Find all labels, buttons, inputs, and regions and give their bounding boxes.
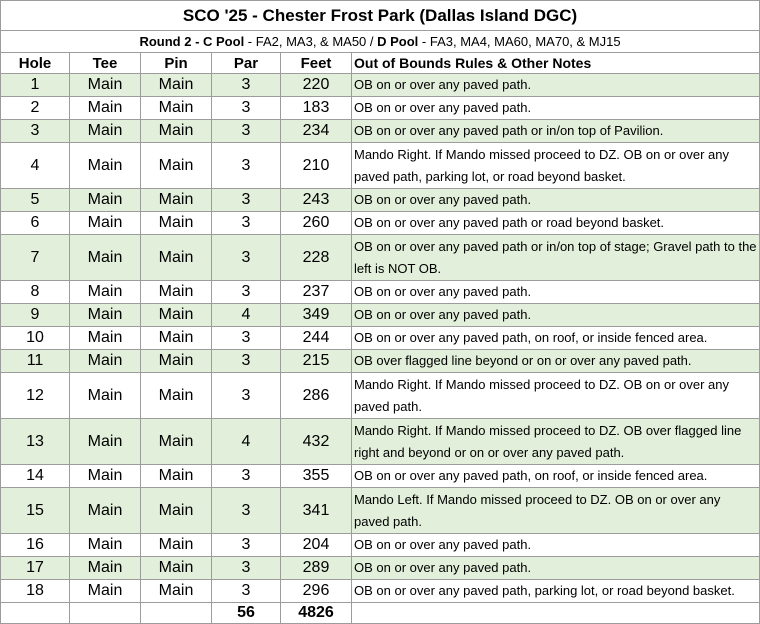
- par-cell: 3: [212, 534, 281, 557]
- tee-cell: Main: [70, 488, 141, 534]
- table-row: [1, 488, 760, 534]
- tee-cell: Main: [70, 557, 141, 580]
- feet-cell: 341: [281, 488, 352, 534]
- feet-cell: 289: [281, 557, 352, 580]
- notes-cell: OB on or over any paved path, parking lot, or road beyond basket.: [352, 580, 760, 603]
- notes-cell: Mando Right. If Mando missed proceed to DZ. OB on or over any paved path, parking lot, or road beyond basket.: [352, 143, 760, 189]
- subtitle-row: [1, 31, 760, 53]
- pin-cell: Main: [141, 143, 212, 189]
- hole-cell: 6: [1, 212, 70, 235]
- pin-cell: Main: [141, 580, 212, 603]
- hole-cell: 1: [1, 74, 70, 97]
- feet-cell: 210: [281, 143, 352, 189]
- total-feet: 4826: [281, 603, 352, 624]
- par-cell: 3: [212, 97, 281, 120]
- notes-cell: OB on or over any paved path.: [352, 189, 760, 212]
- hole-cell: 16: [1, 534, 70, 557]
- table-row: [1, 189, 760, 212]
- tee-cell: Main: [70, 534, 141, 557]
- pool-divisions: [1, 31, 760, 53]
- tee-cell: Main: [70, 465, 141, 488]
- pin-cell: Main: [141, 465, 212, 488]
- tee-cell: Main: [70, 189, 141, 212]
- notes-cell: Mando Right. If Mando missed proceed to DZ. OB on or over any paved path.: [352, 373, 760, 419]
- tee-cell: Main: [70, 74, 141, 97]
- pin-cell: Main: [141, 97, 212, 120]
- hole-cell: 2: [1, 97, 70, 120]
- table-row: [1, 350, 760, 373]
- totals-blank: [1, 603, 70, 624]
- table-row: [1, 580, 760, 603]
- notes-cell: OB on or over any paved path.: [352, 557, 760, 580]
- notes-cell: Mando Left. If Mando missed proceed to DZ. OB on or over any paved path.: [352, 488, 760, 534]
- sheet-title: SCO '25 - Chester Frost Park (Dallas Island DGC): [1, 1, 760, 31]
- table-row: [1, 212, 760, 235]
- par-cell: 3: [212, 212, 281, 235]
- totals-blank: [70, 603, 141, 624]
- pin-cell: Main: [141, 235, 212, 281]
- total-par: 56: [212, 603, 281, 624]
- par-cell: 3: [212, 143, 281, 189]
- table-row: [1, 74, 760, 97]
- header-par: Par: [212, 53, 281, 74]
- notes-cell: Mando Right. If Mando missed proceed to DZ. OB over flagged line right and beyond or on or over any paved path.: [352, 419, 760, 465]
- header-notes: Out of Bounds Rules & Other Notes: [352, 53, 760, 74]
- par-cell: 3: [212, 580, 281, 603]
- feet-cell: 243: [281, 189, 352, 212]
- table-row: [1, 327, 760, 350]
- tee-cell: Main: [70, 419, 141, 465]
- par-cell: 4: [212, 304, 281, 327]
- hole-cell: 4: [1, 143, 70, 189]
- table-row: [1, 465, 760, 488]
- feet-cell: 234: [281, 120, 352, 143]
- par-cell: 3: [212, 557, 281, 580]
- c-pool-label: C Pool: [203, 34, 245, 49]
- feet-cell: 228: [281, 235, 352, 281]
- hole-cell: 17: [1, 557, 70, 580]
- notes-cell: OB on or over any paved path, on roof, or inside fenced area.: [352, 465, 760, 488]
- par-cell: 3: [212, 350, 281, 373]
- pin-cell: Main: [141, 419, 212, 465]
- header-tee: Tee: [70, 53, 141, 74]
- totals-row: [1, 603, 760, 624]
- header-hole: Hole: [1, 53, 70, 74]
- table-row: [1, 143, 760, 189]
- par-cell: 3: [212, 189, 281, 212]
- notes-cell: OB on or over any paved path, on roof, or inside fenced area.: [352, 327, 760, 350]
- tee-cell: Main: [70, 143, 141, 189]
- tee-cell: Main: [70, 97, 141, 120]
- notes-cell: OB on or over any paved path or road beyond basket.: [352, 212, 760, 235]
- table-row: [1, 534, 760, 557]
- notes-cell: OB on or over any paved path.: [352, 74, 760, 97]
- tee-cell: Main: [70, 304, 141, 327]
- notes-cell: OB on or over any paved path.: [352, 97, 760, 120]
- hole-cell: 3: [1, 120, 70, 143]
- par-cell: 3: [212, 465, 281, 488]
- header-pin: Pin: [141, 53, 212, 74]
- table-row: [1, 235, 760, 281]
- par-cell: 3: [212, 488, 281, 534]
- feet-cell: 432: [281, 419, 352, 465]
- par-cell: 3: [212, 74, 281, 97]
- par-cell: 3: [212, 235, 281, 281]
- table-row: [1, 419, 760, 465]
- feet-cell: 215: [281, 350, 352, 373]
- hole-cell: 8: [1, 281, 70, 304]
- feet-cell: 183: [281, 97, 352, 120]
- feet-cell: 244: [281, 327, 352, 350]
- feet-cell: 286: [281, 373, 352, 419]
- par-cell: 3: [212, 373, 281, 419]
- hole-cell: 14: [1, 465, 70, 488]
- pin-cell: Main: [141, 373, 212, 419]
- round-label: Round 2 -: [139, 34, 204, 49]
- feet-cell: 349: [281, 304, 352, 327]
- header-row: [1, 53, 760, 74]
- totals-blank: [141, 603, 212, 624]
- notes-cell: OB on or over any paved path or in/on top of stage; Gravel path to the left is NOT OB.: [352, 235, 760, 281]
- pin-cell: Main: [141, 304, 212, 327]
- pin-cell: Main: [141, 327, 212, 350]
- par-cell: 4: [212, 419, 281, 465]
- feet-cell: 355: [281, 465, 352, 488]
- table-row: [1, 120, 760, 143]
- pin-cell: Main: [141, 189, 212, 212]
- tee-cell: Main: [70, 235, 141, 281]
- tee-cell: Main: [70, 281, 141, 304]
- c-pool-divisions: - FA2, MA3, & MA50 /: [244, 34, 378, 49]
- hole-cell: 13: [1, 419, 70, 465]
- hole-cell: 12: [1, 373, 70, 419]
- feet-cell: 204: [281, 534, 352, 557]
- hole-cell: 11: [1, 350, 70, 373]
- totals-blank: [352, 603, 760, 624]
- pin-cell: Main: [141, 212, 212, 235]
- tee-cell: Main: [70, 350, 141, 373]
- table-row: [1, 97, 760, 120]
- hole-cell: 5: [1, 189, 70, 212]
- pin-cell: Main: [141, 74, 212, 97]
- pin-cell: Main: [141, 350, 212, 373]
- par-cell: 3: [212, 327, 281, 350]
- par-cell: 3: [212, 281, 281, 304]
- pin-cell: Main: [141, 534, 212, 557]
- notes-cell: OB on or over any paved path.: [352, 534, 760, 557]
- hole-cell: 7: [1, 235, 70, 281]
- hole-cell: 18: [1, 580, 70, 603]
- table-row: [1, 557, 760, 580]
- pin-cell: Main: [141, 557, 212, 580]
- hole-cell: 9: [1, 304, 70, 327]
- header-feet: Feet: [281, 53, 352, 74]
- tee-cell: Main: [70, 580, 141, 603]
- title-row: [1, 1, 760, 31]
- d-pool-label: D Pool: [377, 34, 419, 49]
- table-row: [1, 304, 760, 327]
- hole-cell: 10: [1, 327, 70, 350]
- feet-cell: 237: [281, 281, 352, 304]
- hole-cell: 15: [1, 488, 70, 534]
- par-cell: 3: [212, 120, 281, 143]
- notes-cell: OB over flagged line beyond or on or over any paved path.: [352, 350, 760, 373]
- tee-cell: Main: [70, 212, 141, 235]
- notes-cell: OB on or over any paved path.: [352, 304, 760, 327]
- pin-cell: Main: [141, 281, 212, 304]
- tee-cell: Main: [70, 373, 141, 419]
- feet-cell: 260: [281, 212, 352, 235]
- tee-cell: Main: [70, 327, 141, 350]
- feet-cell: 220: [281, 74, 352, 97]
- table-row: [1, 373, 760, 419]
- notes-cell: OB on or over any paved path.: [352, 281, 760, 304]
- tee-cell: Main: [70, 120, 141, 143]
- pin-cell: Main: [141, 488, 212, 534]
- notes-cell: OB on or over any paved path or in/on top of Pavilion.: [352, 120, 760, 143]
- feet-cell: 296: [281, 580, 352, 603]
- d-pool-divisions: - FA3, MA4, MA60, MA70, & MJ15: [418, 34, 621, 49]
- pin-cell: Main: [141, 120, 212, 143]
- table-row: [1, 281, 760, 304]
